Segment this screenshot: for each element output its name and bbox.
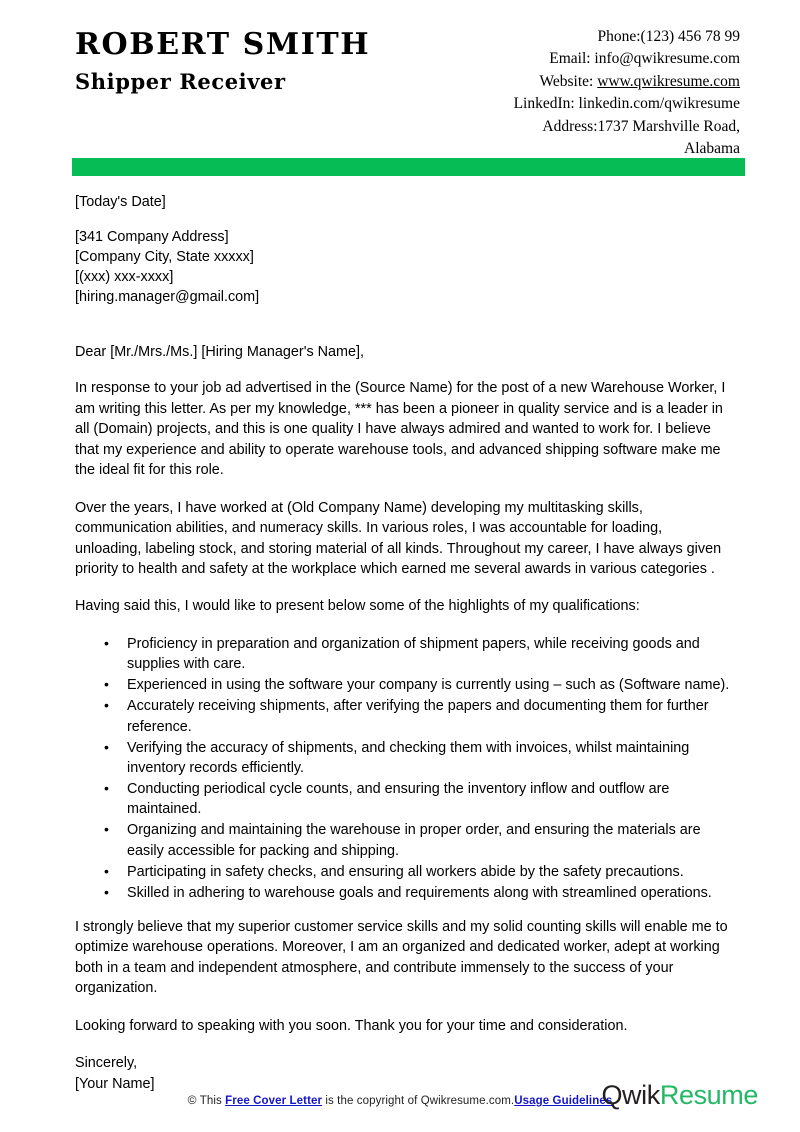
bullet-icon: • [104, 676, 109, 693]
recipient-line: [hiring.manager@gmail.com] [75, 289, 260, 306]
qualifications-list [75, 634, 730, 903]
page-title: ROBERT SMITH [75, 27, 371, 62]
copyright-prefix: This [196, 1095, 226, 1107]
signature-name: [Your Name] [75, 1075, 155, 1092]
date-line: [Today's Date] [75, 194, 166, 210]
contact-website-link[interactable]: www.qwikresume.com [597, 72, 740, 90]
list-item-text: Accurately receiving shipments, after verifying the papers and documenting them for further reference. [127, 698, 709, 735]
contact-linkedin: LinkedIn: linkedin.com/qwikresume [513, 95, 740, 113]
list-item [75, 634, 730, 674]
qwikresume-logo[interactable] [601, 1080, 758, 1111]
contact-email: Email: info@qwikresume.com [549, 50, 740, 68]
salutation: Dear [Mr./Mrs./Ms.] [Hiring Manager's Name], [75, 343, 365, 360]
highlights-intro: Having said this, I would like to present below some of the highlights of my qualifications: [75, 598, 640, 615]
copyright-icon: © [187, 1093, 197, 1107]
page-footer [0, 1068, 800, 1132]
bullet-icon: • [104, 634, 109, 651]
copyright-notice [188, 1093, 613, 1107]
list-item-text: Experienced in using the software your company is currently using – such as (Software name). [127, 677, 730, 694]
list-item-text: Conducting periodical cycle counts, and ensuring the inventory inflow and outflow are maintained. [127, 781, 670, 818]
contact-block [514, 24, 740, 161]
identity-block [75, 24, 370, 94]
recipient-line: [341 Company Address] [75, 229, 229, 246]
body-paragraph-4: Looking forward to speaking with you soon. Thank you for your time and consideration. [75, 1017, 628, 1034]
recipient-line: [Company City, State xxxxx] [75, 249, 254, 266]
list-item [75, 696, 730, 736]
list-item [75, 779, 730, 819]
bullet-icon: • [104, 780, 109, 797]
free-cover-letter-link[interactable]: Free Cover Letter [225, 1095, 323, 1107]
list-item [75, 820, 730, 860]
list-item-text: Skilled in adhering to warehouse goals and requirements along with streamlined operations. [127, 884, 712, 901]
body-paragraph-3: I strongly believe that my superior customer service skills and my solid counting skills will enable me to optimize warehouse operations. Moreover, I am an organized and dedicated worker, adept at working both in a team and independent atmosphere, and contribute immensely to the success of your organization. [75, 918, 728, 997]
brand-name-part-1: Qwik [601, 1080, 660, 1110]
brand-name-part-2: Resume [659, 1080, 758, 1110]
bullet-icon: • [104, 821, 109, 838]
job-title: Shipper Receiver [75, 68, 286, 94]
recipient-address-block [75, 228, 730, 308]
letter-header [0, 0, 800, 161]
contact-address-line-1: Address:1737 Marshville Road, [542, 117, 740, 135]
accent-divider [72, 158, 745, 176]
bullet-icon: • [104, 862, 109, 879]
list-item [75, 862, 730, 882]
list-item-text: Organizing and maintaining the warehouse in proper order, and ensuring the materials are easily accessible for packing and shipping. [127, 822, 701, 859]
list-item [75, 675, 730, 695]
closing-salutation: Sincerely, [75, 1055, 138, 1072]
body-paragraph-2: Over the years, I have worked at (Old Company Name) developing my multitasking skills, communication abilities, and numeracy skills. In various roles, I was accountable for loading, unloading, labeling stock, and storing material of all kinds. Throughout my career, I have always given priority to health and safety at the workplace which earned me several awards in various categories . [75, 499, 722, 578]
contact-phone: Phone:(123) 456 78 99 [597, 28, 740, 45]
bullet-icon: • [104, 883, 109, 900]
list-item-text: Participating in safety checks, and ensuring all workers abide by the safety precautions. [127, 863, 684, 880]
contact-address-line-2: Alabama [684, 140, 740, 158]
bullet-icon: • [104, 697, 109, 714]
letter-body [75, 192, 730, 1094]
copyright-middle: is the copyright of Qwikresume.com. [322, 1095, 515, 1107]
list-item-text: Verifying the accuracy of shipments, and checking them with invoices, whilst maintaining inventory records efficiently. [127, 739, 690, 776]
contact-website [514, 71, 740, 93]
list-item [75, 738, 730, 778]
list-item-text: Proficiency in preparation and organization of shipment papers, while receiving goods and supplies with care. [127, 635, 700, 673]
recipient-line: [(xxx) xxx-xxxx] [75, 269, 174, 286]
contact-website-label: Website: [539, 72, 598, 90]
usage-guidelines-link[interactable]: Usage Guidelines [514, 1095, 613, 1107]
body-paragraph-1: In response to your job ad advertised in the (Source Name) for the post of a new Warehouse Worker, I am writing this letter. As per my knowledge, *** has been a pioneer in quality service and is a leader in all (Domain) projects, and this is one quality I have always admired and wanted to work for. I believe that my experience and ability to operate warehouse tools, and advanced shipping software make me the ideal fit for this role. [75, 380, 726, 479]
bullet-icon: • [104, 738, 109, 755]
list-item [75, 883, 730, 903]
